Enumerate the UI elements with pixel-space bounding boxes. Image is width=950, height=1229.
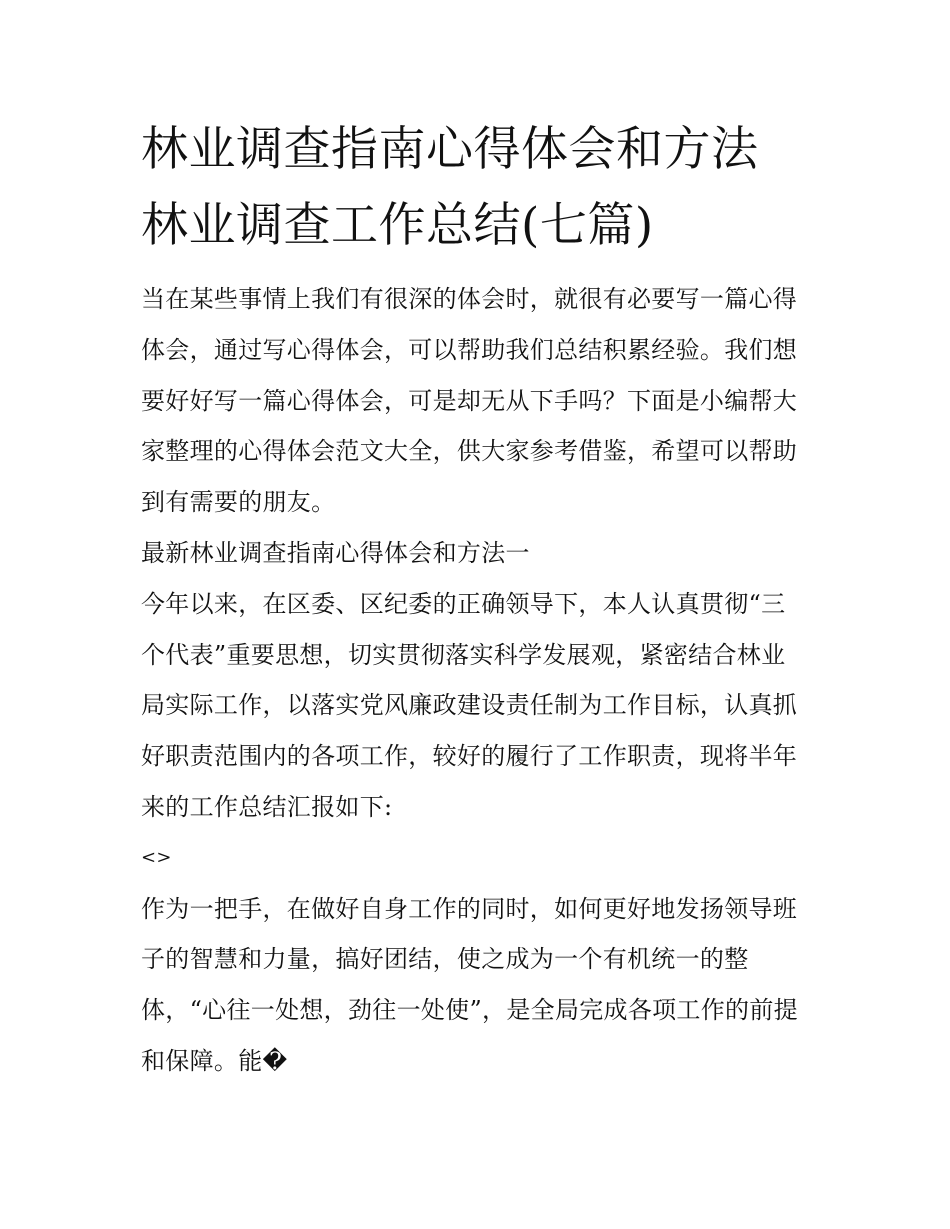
intro-line-5: 到有需要的朋友。 (141, 488, 336, 517)
document-body (141, 274, 821, 1087)
title-line-2: 林业调查工作总结(七篇) (141, 198, 654, 253)
angle-bracket-marker: <> (141, 846, 172, 868)
document-title (141, 112, 821, 264)
intro-line-4: 家整理的心得体会范文大全，供大家参考借鉴，希望可以帮助 (141, 437, 798, 466)
paragraph2-line-3: 体，“心往一处想，劲往一处使”，是全局完成各项工作的前提 (141, 996, 798, 1025)
paragraph-line-3: 局实际工作，以落实党风廉政建设责任制为工作目标，认真抓 (141, 691, 798, 720)
paragraph-line-4: 好职责范围内的各项工作，较好的履行了工作职责，现将半年 (141, 742, 798, 771)
paragraph-line-5: 来的工作总结汇报如下: (141, 792, 393, 821)
paragraph2-line-2: 子的智慧和力量，搞好团结，使之成为一个有机统一的整 (141, 945, 749, 974)
document-page (141, 112, 821, 1087)
paragraph-line-1: 今年以来，在区委、区纪委的正确领导下，本人认真贯彻“三 (141, 589, 786, 618)
intro-line-1: 当在某些事情上我们有很深的体会时，就很有必要写一篇心得 (141, 285, 798, 313)
title-line-1: 林业调查指南心得体会和方法 (141, 122, 759, 177)
paragraph2-line-1: 作为一把手，在做好自身工作的同时，如何更好地发扬领导班 (141, 894, 798, 923)
paragraph2-line-4: 和保障。能� (141, 1046, 288, 1075)
paragraph-line-2: 个代表”重要思想，切实贯彻落实科学发展观，紧密结合林业 (141, 640, 786, 669)
intro-line-3: 要好好写一篇心得体会，可是却无从下手吗？下面是小编帮大 (141, 386, 798, 415)
intro-line-2: 体会，通过写心得体会，可以帮助我们总结积累经验。我们想 (141, 335, 798, 364)
section-heading: 最新林业调查指南心得体会和方法一 (141, 538, 530, 567)
